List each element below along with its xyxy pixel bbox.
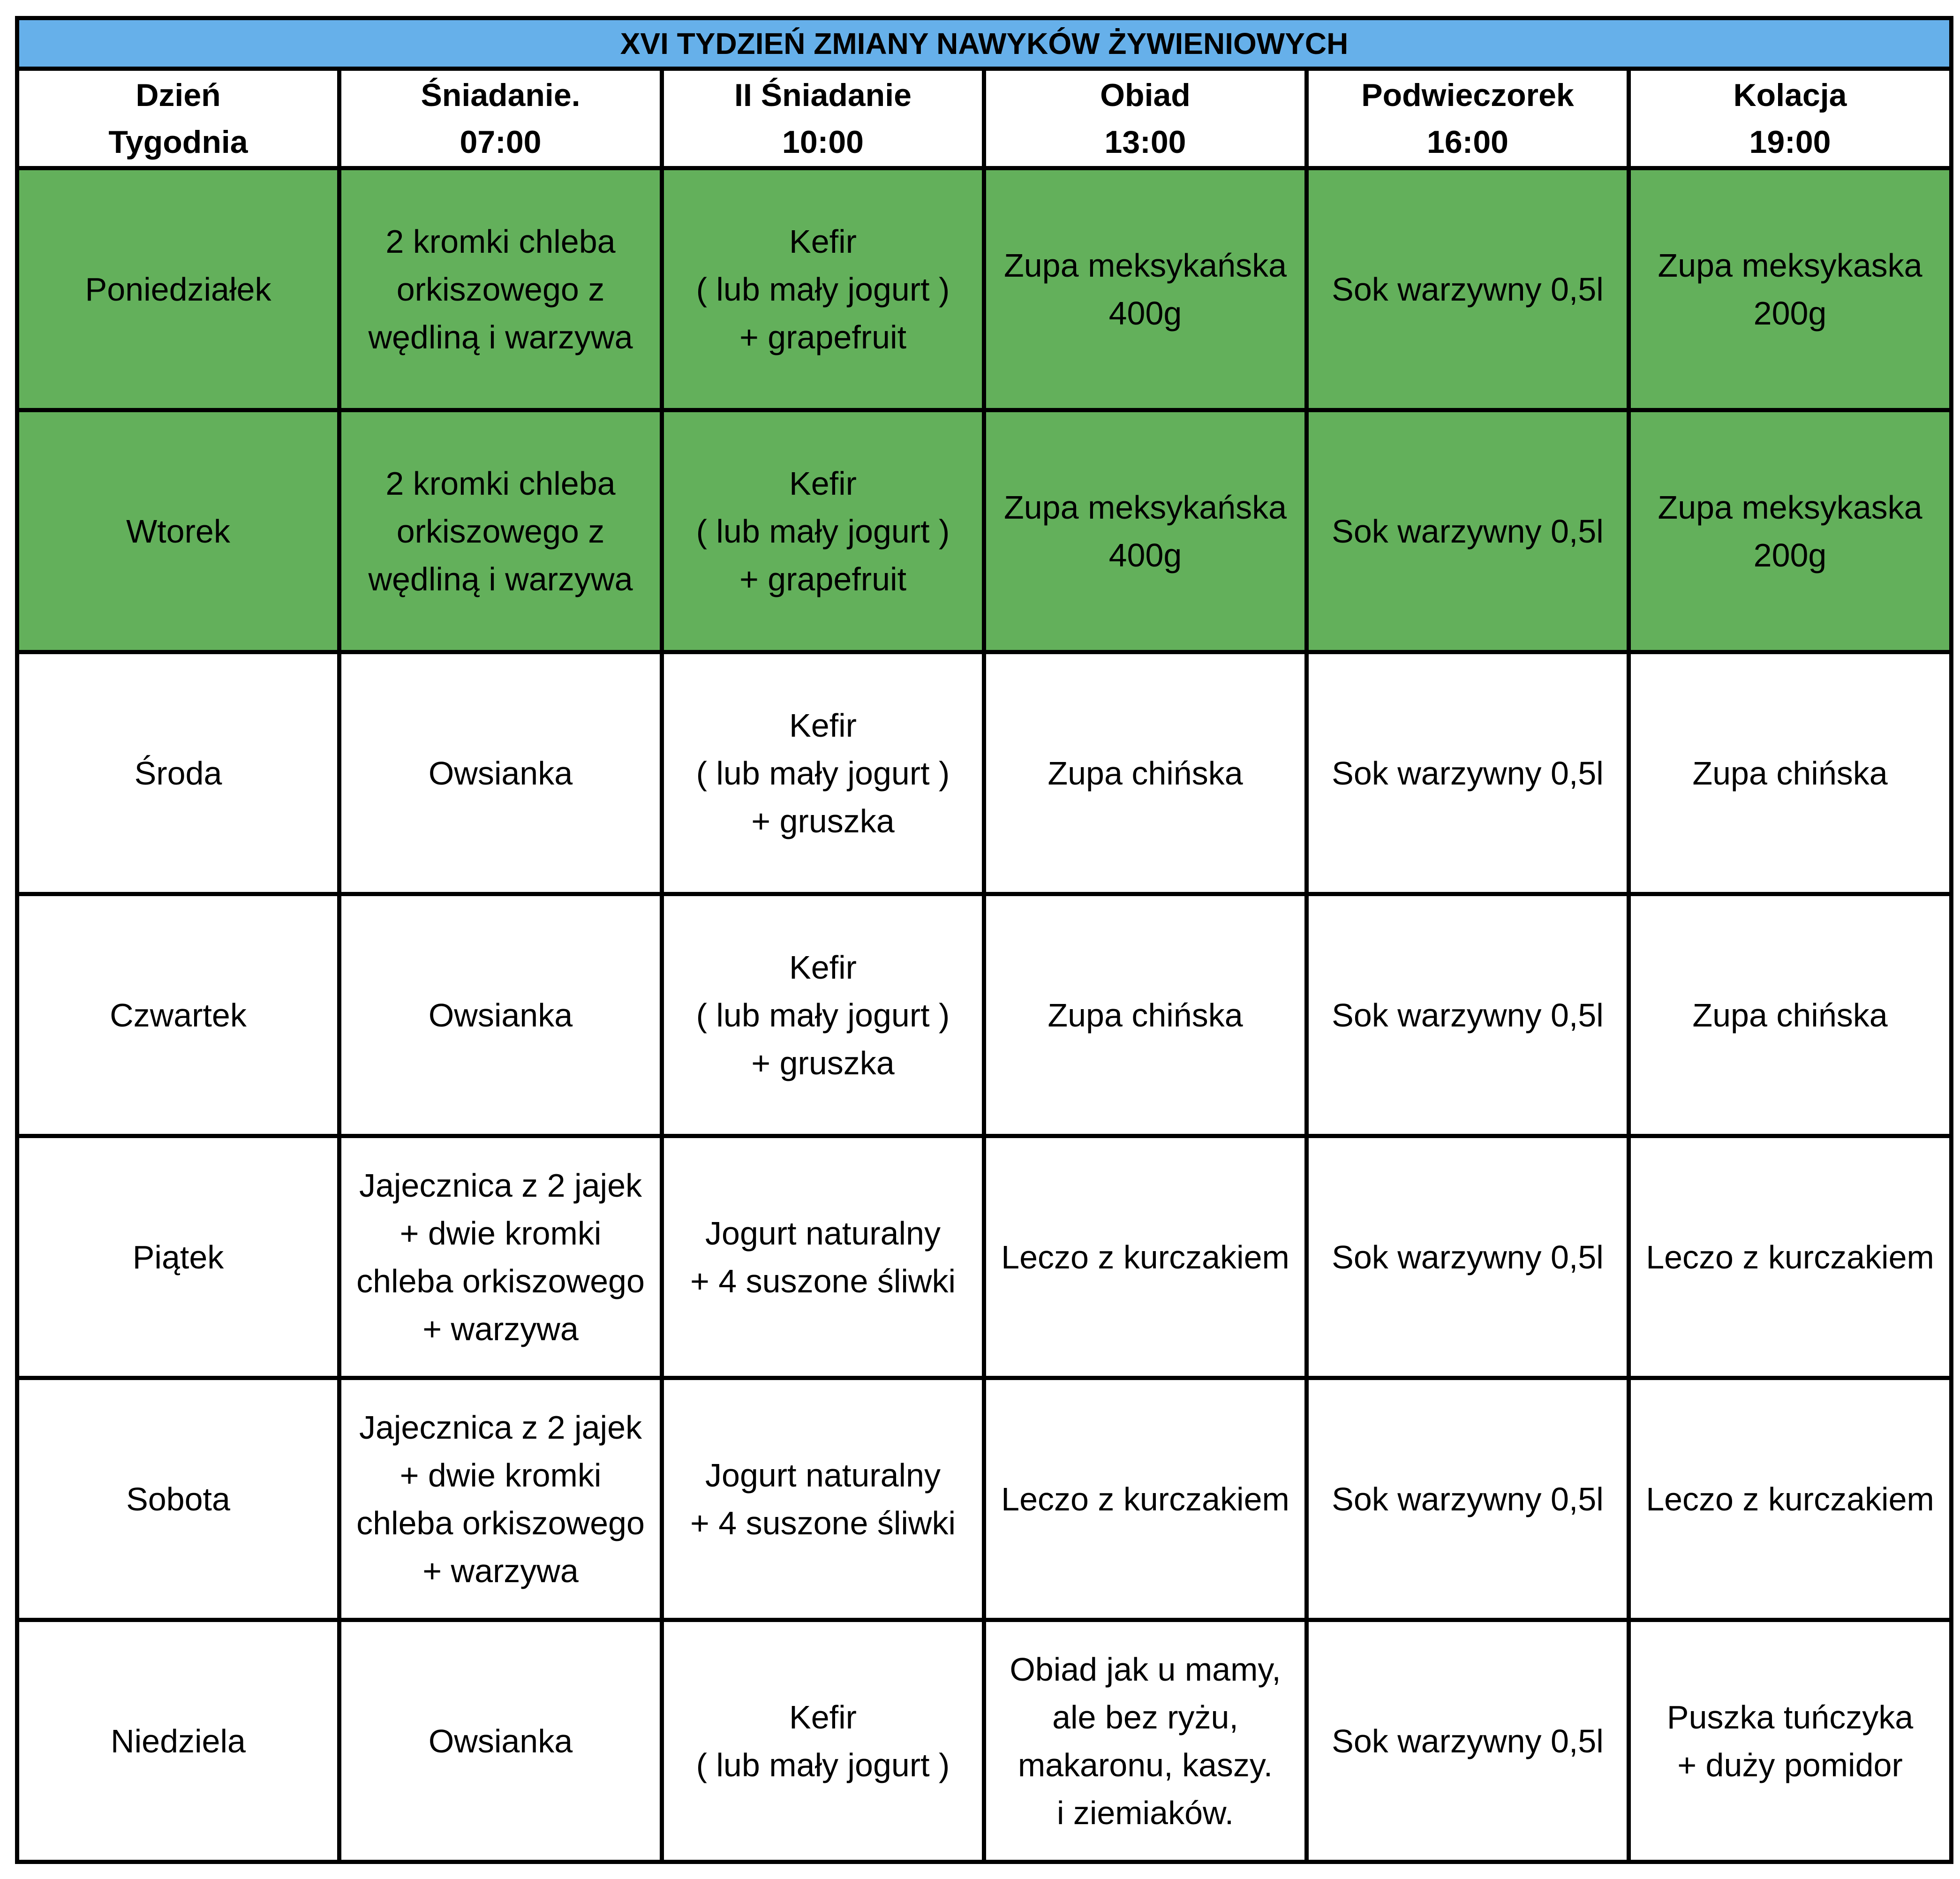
dinner-cell: Zupa meksykaska 200g — [1629, 168, 1952, 410]
lunch-cell: Zupa chińska — [984, 894, 1307, 1136]
dinner-cell: Leczo z kurczakiem — [1629, 1378, 1952, 1620]
header-lunch: Obiad 13:00 — [984, 69, 1307, 168]
breakfast-cell: Owsianka — [339, 894, 662, 1136]
breakfast-cell: Jajecznica z 2 jajek + dwie kromki chleba orkiszowego + warzywa — [339, 1136, 662, 1378]
day-cell: Wtorek — [17, 410, 339, 652]
breakfast-cell: 2 kromki chleba orkiszowego z wędliną i warzywa — [339, 168, 662, 410]
afternoon-snack-cell: Sok warzywny 0,5l — [1307, 1378, 1629, 1620]
header-dinner: Kolacja 19:00 — [1629, 69, 1952, 168]
breakfast-cell: Owsianka — [339, 1620, 662, 1862]
breakfast-cell: Jajecznica z 2 jajek + dwie kromki chleba orkiszowego + warzywa — [339, 1378, 662, 1620]
day-cell: Sobota — [17, 1378, 339, 1620]
header-row — [17, 69, 1952, 168]
second-breakfast-cell: Kefir ( lub mały jogurt ) + gruszka — [662, 894, 984, 1136]
table-row — [17, 652, 1952, 894]
lunch-cell: Leczo z kurczakiem — [984, 1378, 1307, 1620]
second-breakfast-cell: Jogurt naturalny + 4 suszone śliwki — [662, 1136, 984, 1378]
lunch-cell: Obiad jak u mamy, ale bez ryżu, makaronu, kaszy. i ziemiaków. — [984, 1620, 1307, 1862]
table-row — [17, 1136, 1952, 1378]
day-cell: Czwartek — [17, 894, 339, 1136]
afternoon-snack-cell: Sok warzywny 0,5l — [1307, 410, 1629, 652]
table-row — [17, 168, 1952, 410]
day-cell: Niedziela — [17, 1620, 339, 1862]
table-row — [17, 1620, 1952, 1862]
table-row — [17, 410, 1952, 652]
second-breakfast-cell: Kefir ( lub mały jogurt ) — [662, 1620, 984, 1862]
title-row — [17, 18, 1952, 69]
day-cell: Środa — [17, 652, 339, 894]
second-breakfast-cell: Kefir ( lub mały jogurt ) + grapefruit — [662, 410, 984, 652]
table-row — [17, 894, 1952, 1136]
afternoon-snack-cell: Sok warzywny 0,5l — [1307, 894, 1629, 1136]
afternoon-snack-cell: Sok warzywny 0,5l — [1307, 1136, 1629, 1378]
header-second-breakfast: II Śniadanie 10:00 — [662, 69, 984, 168]
meal-plan-table — [15, 16, 1953, 1864]
meal-plan-sheet — [15, 16, 1949, 1864]
dinner-cell: Puszka tuńczyka + duży pomidor — [1629, 1620, 1952, 1862]
dinner-cell: Zupa chińska — [1629, 652, 1952, 894]
dinner-cell: Zupa meksykaska 200g — [1629, 410, 1952, 652]
afternoon-snack-cell: Sok warzywny 0,5l — [1307, 652, 1629, 894]
afternoon-snack-cell: Sok warzywny 0,5l — [1307, 168, 1629, 410]
second-breakfast-cell: Kefir ( lub mały jogurt ) + gruszka — [662, 652, 984, 894]
lunch-cell: Leczo z kurczakiem — [984, 1136, 1307, 1378]
header-breakfast: Śniadanie. 07:00 — [339, 69, 662, 168]
lunch-cell: Zupa chińska — [984, 652, 1307, 894]
lunch-cell: Zupa meksykańska 400g — [984, 168, 1307, 410]
table-row — [17, 1378, 1952, 1620]
header-afternoon-snack: Podwieczorek 16:00 — [1307, 69, 1629, 168]
day-cell: Piątek — [17, 1136, 339, 1378]
breakfast-cell: Owsianka — [339, 652, 662, 894]
afternoon-snack-cell: Sok warzywny 0,5l — [1307, 1620, 1629, 1862]
dinner-cell: Leczo z kurczakiem — [1629, 1136, 1952, 1378]
second-breakfast-cell: Kefir ( lub mały jogurt ) + grapefruit — [662, 168, 984, 410]
day-cell: Poniedziałek — [17, 168, 339, 410]
header-day: Dzień Tygodnia — [17, 69, 339, 168]
table-title: XVI TYDZIEŃ ZMIANY NAWYKÓW ŻYWIENIOWYCH — [17, 18, 1952, 69]
lunch-cell: Zupa meksykańska 400g — [984, 410, 1307, 652]
dinner-cell: Zupa chińska — [1629, 894, 1952, 1136]
breakfast-cell: 2 kromki chleba orkiszowego z wędliną i warzywa — [339, 410, 662, 652]
second-breakfast-cell: Jogurt naturalny + 4 suszone śliwki — [662, 1378, 984, 1620]
